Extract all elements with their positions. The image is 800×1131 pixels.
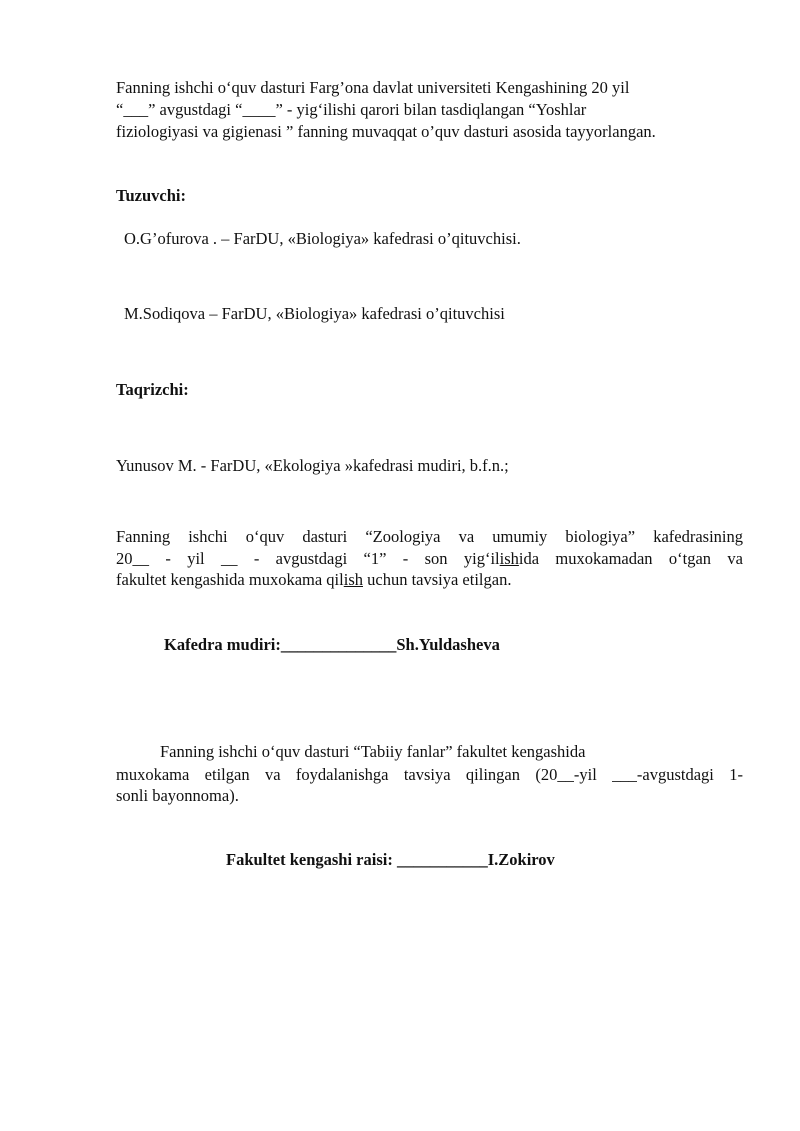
- faculty-note-row-3: sonli bayonnoma).: [116, 786, 239, 805]
- department-note-row-2: 20__ - yil __ - avgustdagi “1” - son yig‘ilishida muxokamadan o‘tgan va: [116, 548, 743, 568]
- compiler-person-1: O.G’ofurova . – FarDU, «Biologiya» kafedrasi o’qituvchisi.: [124, 229, 521, 248]
- department-note-row-3: fakultet kengashida muxokama qilish uchun tavsiya etilgan.: [116, 570, 512, 589]
- faculty-note-block: [116, 764, 743, 786]
- reviewer-heading: Taqrizchi:: [116, 380, 189, 399]
- department-note-row-1: Fanning ishchi o‘quv dasturi “Zoologiya va umumiy biologiya” kafedrasining: [116, 527, 743, 546]
- department-head-signature: Kafedra mudiri:______________Sh.Yuldasheva: [164, 635, 500, 654]
- reviewer-person-1: Yunusov M. - FarDU, «Ekologiya »kafedrasi mudiri, b.f.n.;: [116, 456, 509, 475]
- intro-line-1: Fanning ishchi o‘quv dasturi Farg’ona davlat universiteti Kengashining 20 yil: [116, 78, 630, 97]
- compiler-heading: Tuzuvchi:: [116, 186, 186, 205]
- department-note: [116, 526, 743, 591]
- faculty-note-row-1: Fanning ishchi o‘quv dasturi “Tabiiy fanlar” fakultet kengashida: [160, 742, 586, 761]
- faculty-note-row-2: muxokama etilgan va foydalanishga tavsiya qilingan (20__-yil ___-avgustdagi 1-: [116, 765, 743, 784]
- faculty-council-chair-signature: Fakultet kengashi raisi: ___________I.Zokirov: [226, 850, 555, 869]
- intro-line-3: fiziologiyasi va gigienasi ” fanning muvaqqat o’quv dasturi asosida tayyorlangan.: [116, 122, 656, 141]
- intro-line-2: “___” avgustdagi “____” - yig‘ilishi qarori bilan tasdiqlangan “Yoshlar: [116, 100, 587, 119]
- compiler-person-2: M.Sodiqova – FarDU, «Biologiya» kafedrasi o’qituvchisi: [124, 304, 505, 323]
